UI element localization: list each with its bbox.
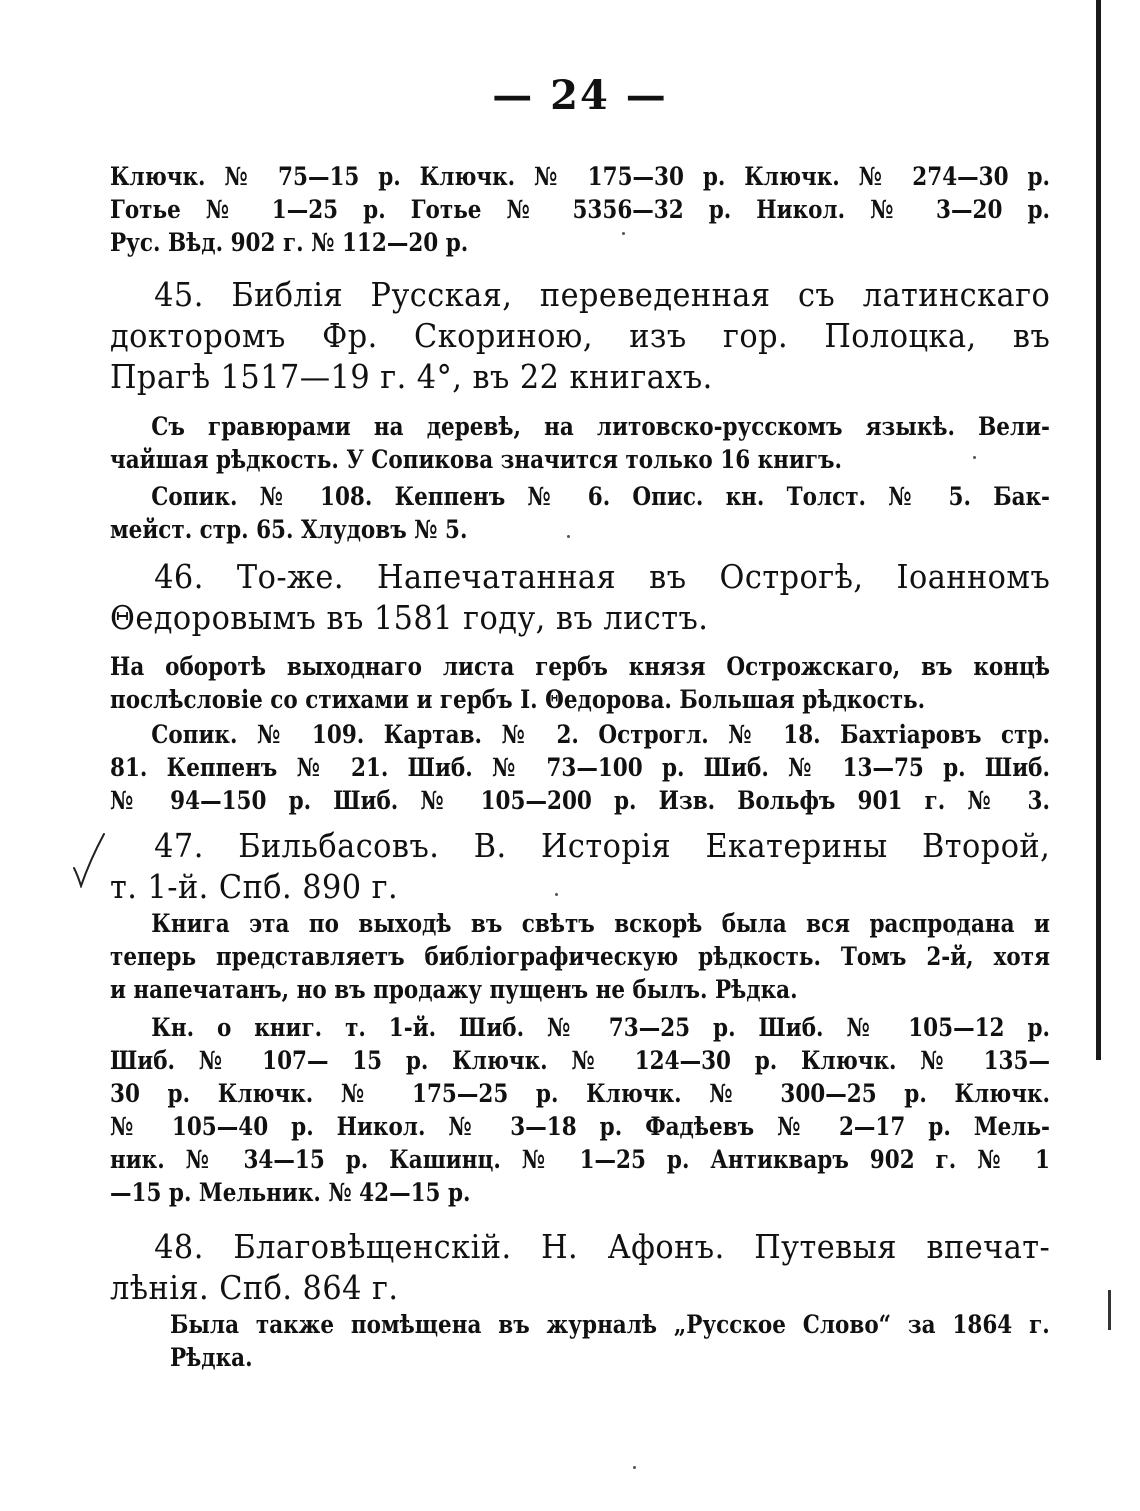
print-speck [633, 1466, 636, 1469]
entry-48-note [170, 1308, 1050, 1374]
page-edge-rule [1096, 0, 1101, 1060]
note-line: чайшая рѣдкость. У Сопикова значится только 16 книгъ. [110, 445, 843, 474]
refs-line: Сопик. № 109. Картав. № 2. Острогл. № 18. Бахтіаровъ стр. [151, 720, 1050, 749]
refs-line: —15 р. Мельник. № 42—15 р. [110, 1178, 471, 1207]
note-line: Рѣдка. [170, 1343, 253, 1372]
entry-46-note [110, 650, 1050, 716]
entry-47-refs [110, 1011, 1050, 1209]
entry-45-refs [110, 480, 1050, 546]
refs-line: Шиб. № 107— 15 р. Ключк. № 124—30 р. Ключк. № 135— [110, 1046, 1050, 1075]
refs-line: 30 р. Ключк. № 175—25 р. Ключк. № 300—25 р. Ключк. [110, 1079, 1050, 1108]
note-line: Съ гравюрами на деревѣ, на литовско-русскомъ языкѣ. Вели- [151, 412, 1050, 441]
text-line: Рус. Вѣд. 902 г. № 112—20 р. [110, 228, 469, 257]
heading-line: т. 1-й. Спб. 890 г. [110, 867, 399, 906]
note-line: и напечатанъ, но въ продажу пущенъ не былъ. Рѣдка. [110, 975, 798, 1004]
entry-46-refs [110, 718, 1050, 817]
heading-line: 48. Благовѣщенскій. Н. Афонъ. Путевыя впечат- [154, 1227, 1051, 1266]
page-edge-mark [1108, 1290, 1111, 1330]
entry-48-heading [110, 1226, 1050, 1308]
refs-line: № 105—40 р. Никол. № 3—18 р. Фадѣевъ № 2—17 р. Мель- [110, 1112, 1050, 1141]
heading-line: 45. Библія Русская, переведенная съ латинскаго [154, 275, 1051, 314]
note-line: теперь представляетъ библіографическую рѣдкость. Томъ 2-й, хотя [110, 942, 1050, 971]
note-line: послѣсловіе со стихами и гербъ І. Θедорова. Большая рѣдкость. [110, 685, 926, 714]
entry-47-heading [110, 825, 1050, 907]
refs-line: мейст. стр. 65. Хлудовъ № 5. [110, 515, 468, 544]
heading-line: Прагѣ 1517—19 г. 4°, въ 22 книгахъ. [110, 357, 713, 396]
refs-line: № 94—150 р. Шиб. № 105—200 р. Изв. Вольфъ 901 г. № 3. [110, 786, 1050, 815]
entry-46-heading [110, 556, 1050, 638]
handwritten-checkmark-icon [70, 832, 106, 888]
note-line: На оборотѣ выходнаго листа гербъ князя Острожскаго, въ концѣ [110, 652, 1050, 681]
refs-line: Кн. о книг. т. 1-й. Шиб. № 73—25 р. Шиб. № 105—12 р. [151, 1013, 1050, 1042]
entry-45-heading [110, 274, 1050, 397]
heading-line: 46. То-же. Напечатанная въ Острогѣ, Іоанномъ [154, 557, 1051, 596]
refs-line: Сопик. № 108. Кеппенъ № 6. Опис. кн. Толст. № 5. Бак- [151, 482, 1050, 511]
page-number: — 24 — [492, 72, 668, 119]
entry-45-note [110, 410, 1050, 476]
entry-47-note [110, 907, 1050, 1006]
heading-line: 47. Бильбасовъ. В. Исторія Екатерины Второй, [154, 826, 1051, 865]
text-line: Готье № 1—25 р. Готье № 5356—32 р. Никол. № 3—20 р. [110, 195, 1050, 224]
note-line: Книга эта по выходѣ въ свѣтъ вскорѣ была вся распродана и [151, 909, 1050, 938]
heading-line: лѣнія. Спб. 864 г. [110, 1268, 399, 1307]
refs-line: 81. Кеппенъ № 21. Шиб. № 73—100 р. Шиб. № 13—75 р. Шиб. [110, 753, 1050, 782]
heading-line: Θедоровымъ въ 1581 году, въ листъ. [110, 598, 709, 637]
text-line: Ключк. № 75—15 р. Ключк. № 175—30 р. Ключк. № 274—30 р. [110, 162, 1050, 191]
note-line: Была также помѣщена въ журналѣ „Русское Слово“ за 1864 г. [170, 1310, 1050, 1339]
price-list-continued [110, 160, 1050, 259]
refs-line: ник. № 34—15 р. Кашинц. № 1—25 р. Антикваръ 902 г. № 1 [110, 1145, 1050, 1174]
heading-line: докторомъ Фр. Скориною, изъ гор. Полоцка, въ [110, 316, 1051, 355]
